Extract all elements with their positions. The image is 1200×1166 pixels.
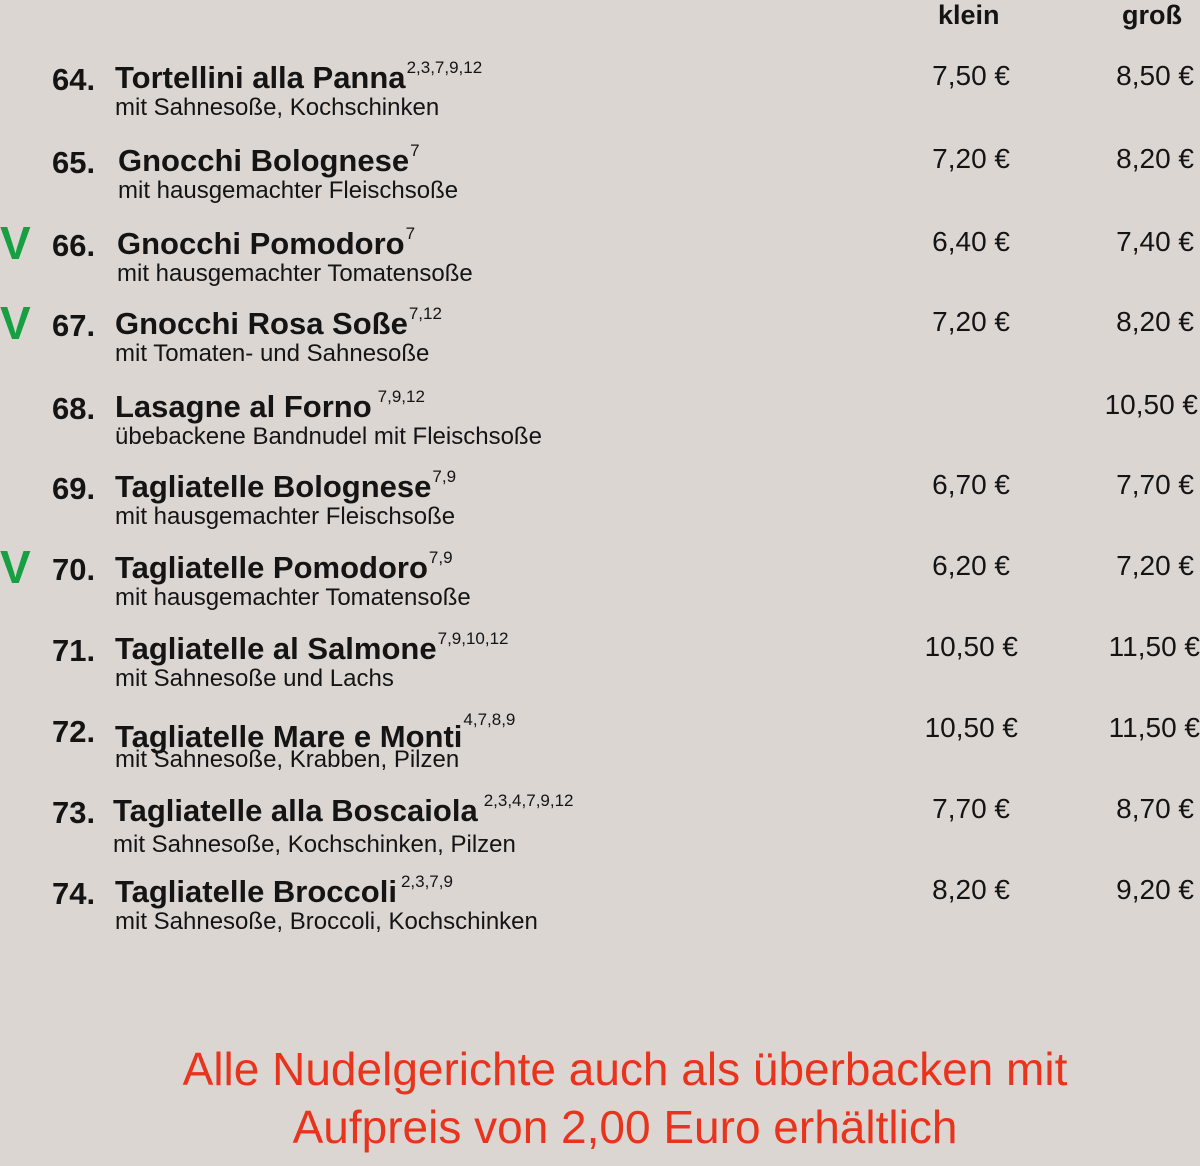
item-title [117, 224, 415, 262]
item-name: Tagliatelle alla Boscaiola [113, 793, 478, 828]
item-description: mit Sahnesoße, Krabben, Pilzen [115, 746, 460, 773]
item-title [118, 141, 420, 179]
item-name: Tagliatelle Mare e Monti [115, 719, 463, 754]
price-klein: 7,50 € [932, 60, 1010, 91]
menu-item-73 [0, 791, 1200, 871]
item-allergens: 7,9 [432, 467, 457, 486]
menu-item-74 [0, 872, 1200, 952]
price-gross: 10,50 € [1104, 389, 1198, 420]
menu-item-64 [0, 58, 1200, 138]
price-klein: 10,50 € [924, 712, 1018, 743]
item-title [115, 872, 453, 910]
surcharge-note-line-1: Alle Nudelgerichte auch als überbacken mit [182, 1043, 1068, 1095]
menu-item-67 [0, 297, 1200, 384]
price-gross: 8,70 € [1116, 793, 1194, 824]
item-title [115, 387, 425, 425]
vegetarian-mark: V [0, 541, 31, 593]
item-description: übebackene Bandnudel mit Fleischsoße [115, 423, 542, 450]
vegetarian-mark: V [0, 217, 31, 269]
price-gross: 7,70 € [1116, 469, 1194, 500]
item-allergens: 2,3,7,9 [400, 872, 453, 891]
price-klein: 6,20 € [932, 550, 1010, 581]
price-klein: 6,70 € [932, 469, 1010, 500]
vegetarian-mark: V [0, 297, 31, 349]
item-allergens: 7,9 [428, 548, 453, 567]
item-allergens: 7 [410, 141, 420, 160]
item-title [115, 58, 482, 96]
item-number: 65. [52, 145, 96, 180]
item-name: Gnocchi Bolognese [118, 143, 410, 178]
item-description: mit hausgemachter Fleischsoße [118, 177, 459, 204]
price-gross: 7,20 € [1116, 550, 1194, 581]
item-description: mit Sahnesoße, Kochschinken [115, 94, 440, 121]
item-number: 74. [52, 876, 96, 911]
item-allergens: 7,9,10,12 [437, 629, 509, 648]
item-allergens: 7,9,12 [377, 387, 425, 406]
price-klein: 8,20 € [932, 874, 1010, 905]
item-title [115, 467, 456, 505]
price-klein: 7,20 € [932, 143, 1010, 174]
item-name: Lasagne al Forno [115, 389, 372, 424]
menu-item-69 [0, 467, 1200, 547]
price-gross: 8,50 € [1116, 60, 1194, 91]
item-allergens: 7,12 [408, 304, 442, 323]
item-number: 67. [52, 308, 96, 343]
item-name: Gnocchi Rosa Soße [115, 306, 408, 341]
item-description: mit Tomaten- und Sahnesoße [115, 340, 430, 367]
item-number: 66. [52, 228, 96, 263]
item-allergens: 4,7,8,9 [463, 710, 516, 729]
item-name: Gnocchi Pomodoro [117, 226, 405, 261]
item-allergens: 2,3,4,7,9,12 [483, 791, 574, 810]
item-title [115, 629, 509, 667]
price-klein: 7,70 € [932, 793, 1010, 824]
menu-item-72 [0, 710, 1200, 790]
price-gross: 11,50 € [1108, 631, 1200, 662]
item-title [113, 791, 574, 829]
column-header-klein: klein [938, 0, 1000, 30]
price-klein: 7,20 € [932, 306, 1010, 337]
item-name: Tagliatelle al Salmone [115, 631, 437, 666]
item-name: Tortellini alla Panna [115, 60, 406, 95]
item-number: 64. [52, 62, 96, 97]
item-number: 72. [52, 714, 96, 749]
item-allergens: 2,3,7,9,12 [406, 58, 483, 77]
price-gross: 11,50 € [1108, 712, 1200, 743]
item-allergens: 7 [405, 224, 416, 243]
item-number: 71. [52, 633, 96, 668]
price-gross: 9,20 € [1116, 874, 1194, 905]
menu-item-68 [0, 387, 1200, 467]
item-title [115, 304, 442, 342]
surcharge-note-line-2: Aufpreis von 2,00 Euro erhältlich [292, 1101, 958, 1153]
surcharge-note [0, 1040, 1200, 1156]
item-number: 69. [52, 471, 96, 506]
price-gross: 8,20 € [1116, 143, 1194, 174]
item-number: 73. [52, 795, 96, 830]
price-gross: 7,40 € [1116, 226, 1194, 257]
item-name: Tagliatelle Pomodoro [115, 550, 428, 585]
item-description: mit Sahnesoße, Kochschinken, Pilzen [113, 831, 516, 858]
menu-item-71 [0, 629, 1200, 709]
menu-item-65 [0, 141, 1200, 221]
item-number: 70. [52, 552, 96, 587]
item-description: mit Sahnesoße und Lachs [115, 665, 394, 692]
item-name: Tagliatelle Broccoli [115, 874, 397, 909]
price-gross: 8,20 € [1116, 306, 1194, 337]
item-description: mit Sahnesoße, Broccoli, Kochschinken [115, 908, 538, 935]
menu-item-70 [0, 541, 1200, 628]
item-title [115, 548, 453, 586]
price-klein: 10,50 € [924, 631, 1018, 662]
item-description: mit hausgemachter Tomatensoße [115, 584, 471, 611]
item-name: Tagliatelle Bolognese [115, 469, 432, 504]
item-description: mit hausgemachter Fleischsoße [115, 503, 456, 530]
item-description: mit hausgemachter Tomatensoße [117, 260, 473, 287]
column-header-gross: groß [1122, 0, 1182, 30]
menu-item-66 [0, 217, 1200, 304]
item-number: 68. [52, 391, 96, 426]
price-klein: 6,40 € [932, 226, 1010, 257]
